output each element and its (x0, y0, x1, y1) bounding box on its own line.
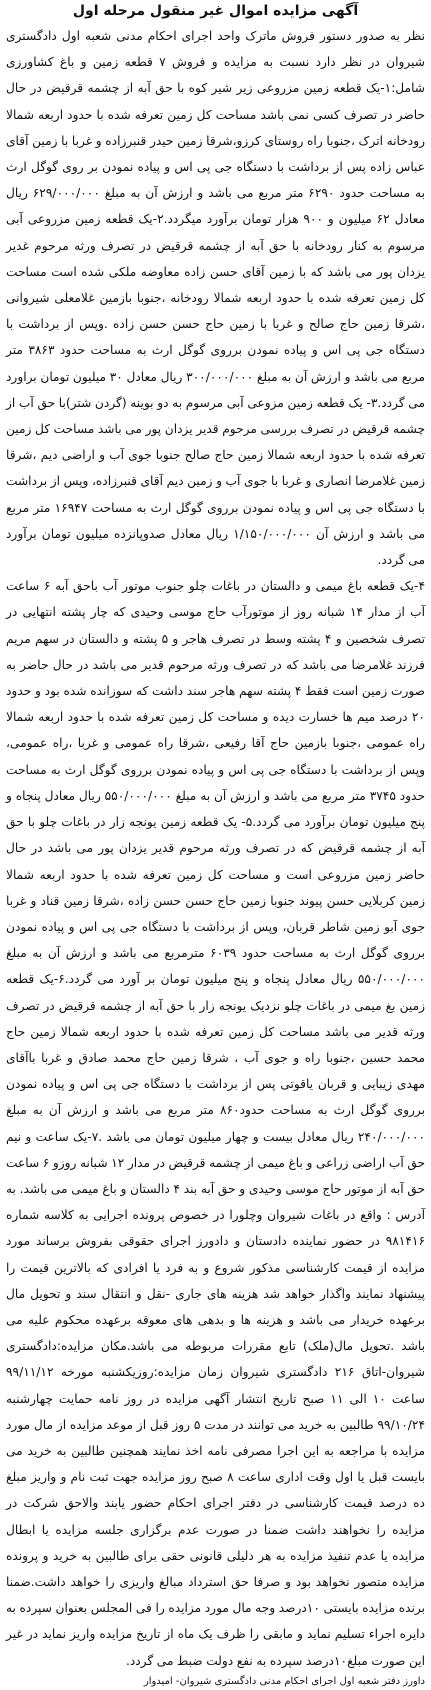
notice-body (6, 23, 425, 1674)
notice-title: آگهی مزایده اموال غیر منقول مرحله اول (72, 3, 359, 19)
notice-paragraph-2: ۴-یک قطعه باغ میمی و دالستان در باغات چلو جنوب موتور آب باحق آبه ۶ ساعت آب از مدار ۱۴ شبانه روز از موتورآب حاج موسی وحیدی که چار پشته انتهایی در تصرف شخصین و ۴ پشته وسط در تصرف هاجر و ۵ پشته و دالستان در سهم مریم فرزند غلامرضا می باشد که در تصرف ورثه مرحوم قدیر می باشد در حال حاضر به صورت زمین است فقط ۴ پشته سهم هاجر سند داشت که سوزانده شده بود و حدود ۲۰ درصد میم ها خسارت دیده و مساحت کل زمین تعرفه شده با حدود اربعه شمالا راه عمومی ،جنوبا بازمین حاج آقا رفیعی ،شرقا راه عمومی و غربا ،راه عمومی، وپس از برداشت با دستگاه جی پی اس و پیاده نمودن برروی گوگل ارث به مساحت حدود ۳۷۴۵ متر مربع می باشد و ارزش آن به مبلغ ۵۵۰/۰۰۰/۰۰۰ ریال معادل پنجاه و پنج میلیون تومان برآورد می گردد.۵- یک قطعه زمین یونجه زار در باغات چلو با حق آبه از چشمه قرقیض که در تصرف ورثه مرحوم قدیر یزدان پور می باشد در حال حاضر زمین مزروعی است و مساحت کل زمین تعرفه شده با حدود اربعه شمالا زمین کربلایی حسن پیوند جنوبا زمین حاج حسن حسن زاده ،شرقا زمین قناد و غربا جوی آبو زمین شاطر قربان، وپس از برداشت با دستگاه جی پی اس و پیاده نمودن برروی گوگل ارث به مساحت حدود ۶۰۳۹ مترمربع می باشد و ارزش آن به مبلغ ۵۵۰/۰۰۰/۰۰۰ ریال معادل پنجاه و پنج میلیون تومان بر آورد می گردد.۶-یک قطعه زمین بغ میمی در باغات چلو نزدیک یونجه زار با حق آبه از چشمه قرقیض در تصرف ورثه قدیر می باشد مساحت کل زمین تعرفه شده با حدود اربعه شمالا زمین حاج محمد حسین ،جنوبا راه و جوی آب ، شرقا زمین حاج محمد صادق و غربا باآقای مهدی زیبایی و قربان یاقوتی پس از برداشت با دستگاه جی پی اس و پیاده نمودن برروی گوگل ارث به مساحت حدود۸۶۰ متر مربع می باشد و ارزش آن به مبلغ ۲۴۰/۰۰۰/۰۰۰ ریال معادل بیست و چهار میلیون تومان می باشد .۷-یک ساعت و نیم حق آب اراضی زراعی و باغ میمی از چشمه قرقیض در مدار ۱۲ شبانه روزو ۶ ساعت حق آبه از موتور حاج موسی وحیدی و حق آبه بند ۴ دالستان و باغ میمی می باشد. به آدرس : واقع در باغات شیروان وچلورا در خصوص پرونده اجرایی به کلاسه شماره ۹۸۱۴۱۶ در حضور نماینده دادستان و دادورز اجرای حقوقی بفروش برساند مورد مزایده از قیمت کارشناسی مذکور شروع و به فرد یا افرادی که بالاترین قیمت را پیشنهاد نمایند واگذار خواهد شد هزینه های جاری -نقل و انتقال سند و تحویل مال برعهده خریدار می باشد و هزینه ها و بدهی های معوقه برعهده محکوم علیه می باشد .تحویل مال(ملک) تابع مقررات مربوطه می باشد.مکان مزایده:دادگستری شیروان-اتاق ۲۱۶ دادگستری شیروان زمان مزایده:روزیکشنبه مورخه ۹۹/۱۱/۱۲ ساعت ۱۰ الی ۱۱ صبح تاریخ انتشار آگهی مزایده در روز نامه حمایت چهارشنبه ۹۹/۱۰/۲۴ طالبین به خرید می توانند در مدت ۵ روز قبل از موعد مزایده از مال مورد مزایده با مراجعه به این اجرا مصرفی نامه اخذ نمایند همچنین طالبین به خرید می بایست قبل یا اول وقت اداری ساعت ۸ صبح روز مزایده جهت ثبت نام و واریز مبلغ ده درصد قیمت کارشناسی در دفتر اجرای احکام حضور یابند والاحق شرکت در مزایده را نخواهند داشت ضمنا در صورت عدم برگزاری جلسه مزایده یا ابطال مزایده یا عدم تنفیذ مزایده به هر دلیلی قانونی حقی برای طالبین به خرید و پرونده مزایده متصور نخواهد بود و صرفا حق استرداد مبالغ واریزی را خواهد داشت.ضمنا برنده مزایده بایستی ۱۰درصد وجه مال مورد مزایده را فی المجلس بعنوان سپرده به دایره اجراء تسلیم نماید و مابقی را ظرف یک ماه از تاریخ مزایده واریز نماید در غیر این صورت مبلغ۱۰درصد سپرده به نفع دولت ضبط می گردد. (6, 579, 426, 1668)
notice-paragraph-1: نظر به صدور دستور فروش ماترک واحد اجرای احکام مدنی شعبه اول دادگستری شیروان در نظر دارد نسبت به مزایده و فروش ۷ قطعه زمین و باغ کشاورزی شامل:۱-یک قطعه زمین مزروعی زیر شیر کوه با حق آبه از چشمه قرقیض در حال حاضر در تصرف کسی نمی باشد مساحت کل زمین تعرفه شده با حدود اربعه شمالا رودخانه اترک ،جنوبا راه روستای کرزو،شرقا زمین حیدر قنبرزاده و غربا با زمین آقای عباس زاده پس از برداشت با دستگاه جی پی اس و پیاده نمودن بر روی گوگل ارث به مساحت حدود ۶۲۹۰ متر مربع می باشد و ارزش آن به مبلغ ۶۲۹/۰۰۰/۰۰۰ ریال معادل ۶۲ میلیون و ۹۰۰ هزار تومان برآورد میگردد.۲-یک قطعه زمین مزروعی آبی مرسوم به کنار رودخانه با حق آبه از چشمه قرقیض در تصرف ورثه مرحوم غدیر یزدان پور می باشد که با زمین آقای حسن زاده معاوضه ملکی شده است مساحت کل زمین تعرفه شده با حدود اربعه شمالا رودخانه ،جنوبا بازمین غلامعلی شیروانی ،شرقا زمین حاج صالح و غربا با زمین حاج حسن حسن زاده .وپس از برداشت با دستگاه جی پی اس و پیاده نمودن برروی گوگل ارث به مساحت حدود ۳۸۶۳ متر مربع می باشد و ارزش آن به مبلغ ۳۰۰/۰۰۰/۰۰۰ ریال معادل ۳۰ میلیون تومان براورد می گردد.۳- یک قطعه زمین مزوعی آبی مرسوم به دو بوینه (گردن شتر)با حق آب از چشمه قرقیض در تصرف بررسی مرحوم قدیر یزدان پور می باشد مساحت کل زمین تعرفه شده با حدود اربعه شمالا زمین حاج صالح جنوبا جوی آب و اراضی دیم ،شرقا زمین غلامرضا انصاری و غربا با جوی آب و زمین دیم آقای قنبرزاده، وپس از برداشت با دستگاه جی پی اس و پیاده نمودن برروی گوگل ارث به مساحت ۱۶۹۴۷ متر مربع می باشد و ارزش آن ۱/۱۵۰/۰۰۰/۰۰۰ ریال معادل صدوپانزده میلیون تومان برآورد می گردد. (6, 29, 426, 568)
notice-signature: داورز دفتر شعبه اول اجرای احکام مدنی دادگستری شیروان- امیدوار (143, 1675, 425, 1687)
